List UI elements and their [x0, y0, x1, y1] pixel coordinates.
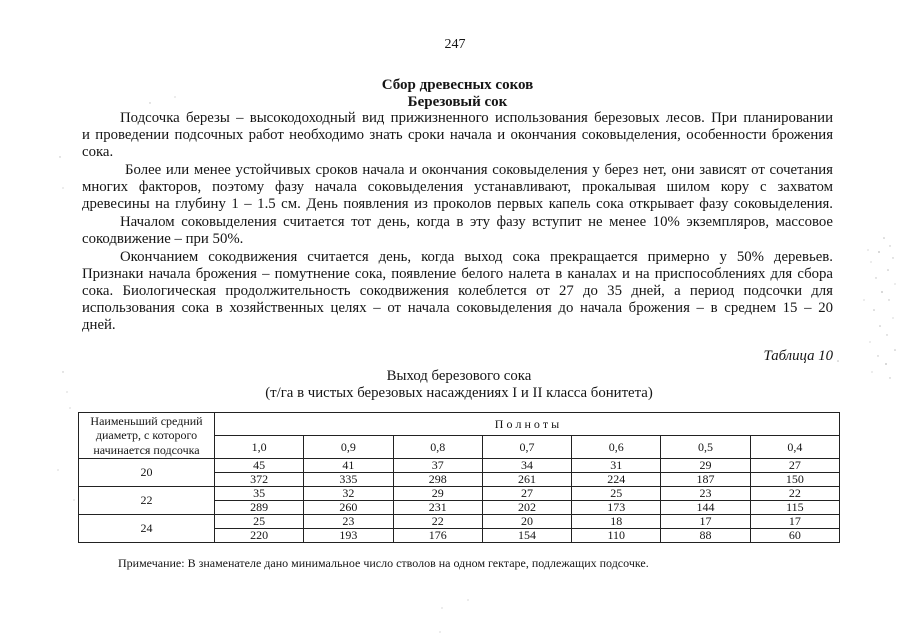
numerator-cell: 17 — [661, 515, 750, 529]
density-column-header: 1,0 — [215, 436, 304, 459]
denominator-cell: 224 — [572, 473, 661, 487]
table-label: Таблица 10 — [763, 348, 833, 364]
paragraph-line: Признаки начала брожения – помутнение сока, появление белого налета в каналах и на приспособлениях для сбора — [82, 266, 833, 282]
numerator-cell: 25 — [572, 487, 661, 501]
denominator-cell: 150 — [750, 473, 839, 487]
table-subtitle: (т/га в чистых березовых насаждениях I и II класса бонитета) — [265, 385, 653, 401]
denominator-cell: 144 — [661, 501, 750, 515]
denominator-cell: 60 — [750, 529, 839, 543]
numerator-cell: 23 — [661, 487, 750, 501]
numerator-cell: 20 — [482, 515, 571, 529]
numerator-cell: 29 — [661, 459, 750, 473]
numerator-cell: 22 — [750, 487, 839, 501]
table-row-numerator — [79, 515, 840, 529]
diameter-cell: 22 — [79, 487, 215, 515]
density-column-header: 0,9 — [304, 436, 393, 459]
denominator-cell: 115 — [750, 501, 839, 515]
denominator-cell: 335 — [304, 473, 393, 487]
diameter-cell: 24 — [79, 515, 215, 543]
table-row-numerator — [79, 487, 840, 501]
denominator-cell: 176 — [393, 529, 482, 543]
denominator-cell: 261 — [482, 473, 571, 487]
diameter-column-header: Наименьший средний диаметр, с которого начинается подсочка — [79, 413, 215, 459]
denominator-cell: 88 — [661, 529, 750, 543]
paragraph-line: и проведении подсочных работ необходимо знать сроки начала и окончания соковыделения, особенности брожения — [82, 127, 833, 143]
section-heading — [82, 77, 833, 111]
page-number: 247 — [444, 37, 466, 52]
denominator-cell: 193 — [304, 529, 393, 543]
numerator-cell: 34 — [482, 459, 571, 473]
density-column-header: 0,7 — [482, 436, 571, 459]
denominator-cell: 298 — [393, 473, 482, 487]
density-column-header: 0,8 — [393, 436, 482, 459]
paragraph-line: дней. — [82, 317, 116, 333]
denominator-cell: 202 — [482, 501, 571, 515]
numerator-cell: 27 — [482, 487, 571, 501]
numerator-cell: 27 — [750, 459, 839, 473]
section-title: Сбор древесных соков — [381, 77, 534, 93]
numerator-cell: 45 — [215, 459, 304, 473]
numerator-cell: 32 — [304, 487, 393, 501]
density-group-header: П о л н о т ы — [215, 413, 840, 436]
denominator-cell: 231 — [393, 501, 482, 515]
paragraph-line: использования сока в хозяйственных целях – от начала соковыделения до начала брожения – в среднем 15 – 20 — [82, 300, 833, 316]
denominator-cell: 260 — [304, 501, 393, 515]
numerator-cell: 25 — [215, 515, 304, 529]
table-note: Примечание: В знаменателе дано минимальное число стволов на одном гектаре, подлежащих подсочке. — [118, 556, 649, 570]
density-column-header: 0,5 — [661, 436, 750, 459]
numerator-cell: 22 — [393, 515, 482, 529]
denominator-cell: 173 — [572, 501, 661, 515]
table-header-row — [79, 413, 840, 436]
numerator-cell: 37 — [393, 459, 482, 473]
body-text — [82, 110, 833, 334]
denominator-cell: 154 — [482, 529, 571, 543]
numerator-cell: 17 — [750, 515, 839, 529]
density-column-header: 0,4 — [750, 436, 839, 459]
numerator-cell: 18 — [572, 515, 661, 529]
denominator-cell: 372 — [215, 473, 304, 487]
paragraph-line: Подсочка березы – высокодоходный вид прижизненного использования березовых лесов. При планировании — [120, 110, 833, 126]
numerator-cell: 23 — [304, 515, 393, 529]
numerator-cell: 31 — [572, 459, 661, 473]
paragraph — [82, 110, 833, 161]
table-row-numerator — [79, 459, 840, 473]
denominator-cell: 187 — [661, 473, 750, 487]
paragraph — [82, 162, 833, 213]
denominator-cell: 289 — [215, 501, 304, 515]
section-subtitle: Березовый сок — [407, 94, 508, 110]
paragraph-line: сока. — [82, 144, 114, 160]
paragraph-line: сокодвижение – при 50%. — [82, 231, 244, 247]
numerator-cell: 29 — [393, 487, 482, 501]
paragraph — [82, 249, 833, 334]
paragraph-line: Более или менее устойчивых сроков начала и окончания соковыделения у берез нет, они зависят от сочетания — [125, 162, 833, 178]
paragraph — [82, 214, 833, 248]
paragraph-line: древесины на глубину 1 – 1.5 см. День появления из проколов первых капель сока открывает фазу соковыделения. — [82, 196, 833, 212]
denominator-cell: 110 — [572, 529, 661, 543]
numerator-cell: 41 — [304, 459, 393, 473]
denominator-cell: 220 — [215, 529, 304, 543]
numerator-cell: 35 — [215, 487, 304, 501]
density-column-header: 0,6 — [572, 436, 661, 459]
paragraph-line: многих факторов, поэтому фазу начала соковыделения устанавливают, прокалывая шилом кору с захватом — [82, 179, 833, 195]
paragraph-line: Окончанием сокодвижения считается день, когда выход сока прекращается примерно у 50% деревьев. — [120, 249, 833, 265]
table-title: Выход березового сока — [386, 368, 532, 384]
paragraph-line: сока. Биологическая продолжительность сокодвижения колеблется от 27 до 35 дней, а период подсочки для — [82, 283, 833, 299]
sap-yield-table — [78, 412, 840, 543]
paragraph-line: Началом соковыделения считается тот день, когда в эту фазу вступит не менее 10% экземпляров, массовое — [120, 214, 833, 230]
diameter-cell: 20 — [79, 459, 215, 487]
